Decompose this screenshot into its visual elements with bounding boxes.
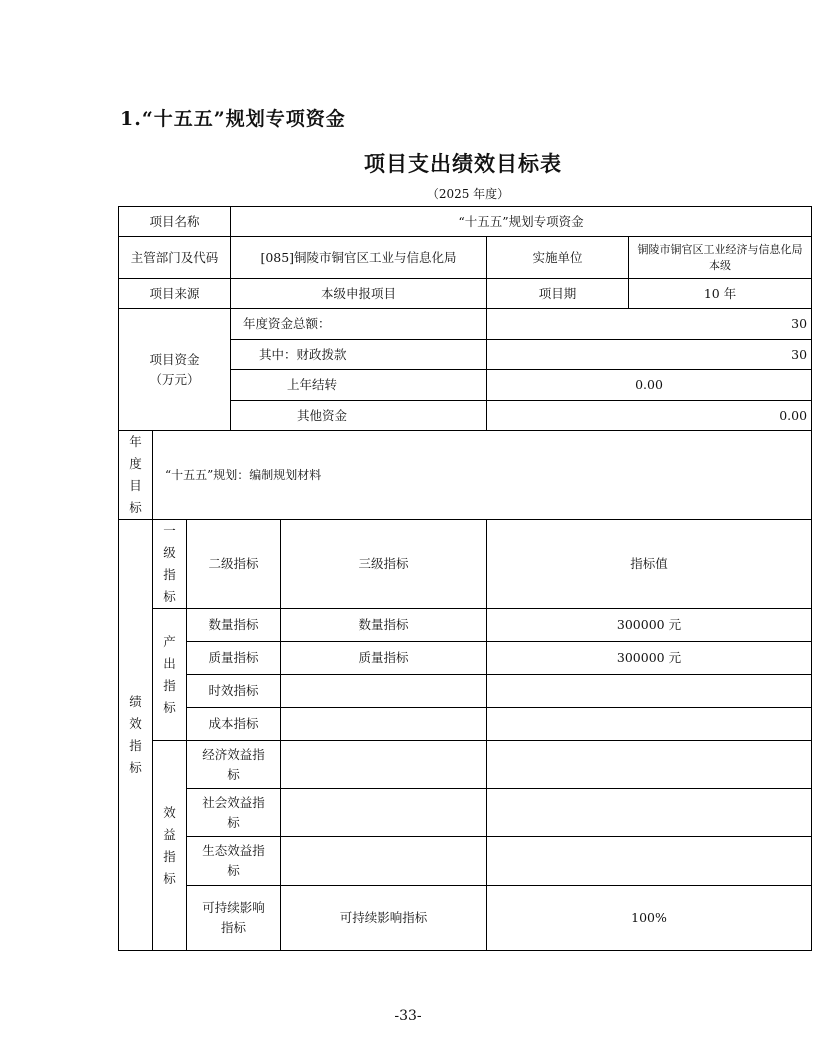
benefit-indicator-label: 效 益 指 标 [153,741,187,951]
table-row-l2: 生态效益指标 [187,837,281,886]
project-name-label: 项目名称 [119,207,231,237]
table-row-l3: 质量指标 [281,642,487,675]
funds-label-line2: （万元） [149,371,200,387]
level3-header: 三级指标 [281,520,487,609]
section-heading: 1.“十五五”规划专项资金 [120,108,346,130]
table-row-l3 [281,837,487,886]
dept-value: [085]铜陵市铜官区工业与信息化局 [231,237,487,279]
table-row-l2: 时效指标 [187,675,281,708]
period-value: 10 年 [629,279,812,309]
table-row-l2: 质量指标 [187,642,281,675]
carryover-value: 0.00 [487,370,812,401]
fiscal-value: 30 [487,340,812,370]
table-row-value: 300000 元 [487,642,812,675]
table-row-l2: 可持续影响指标 [187,886,281,951]
page-number: -33- [394,1008,422,1024]
table-row-value [487,708,812,741]
table-row-value [487,741,812,789]
carryover-label: 上年结转 [231,370,487,401]
source-value: 本级申报项目 [231,279,487,309]
impl-unit-label: 实施单位 [487,237,629,279]
other-funds-value: 0.00 [487,401,812,431]
table-row-value [487,789,812,837]
table-row-l3 [281,675,487,708]
funds-label [119,309,231,431]
table-row-l3 [281,789,487,837]
performance-indicator-label: 绩 效 指 标 [119,520,153,951]
table-row-l2: 成本指标 [187,708,281,741]
year-label: （2025 年度） [426,187,510,201]
table-row-value [487,837,812,886]
table-row-l2: 数量指标 [187,609,281,642]
dept-label: 主管部门及代码 [119,237,231,279]
annual-goal-value: “十五五”规划：编制规划材料 [153,431,812,520]
source-label: 项目来源 [119,279,231,309]
funds-label-line1: 项目资金 [149,351,200,367]
value-header: 指标值 [487,520,812,609]
table-row-l2: 社会效益指标 [187,789,281,837]
annual-goal-label: 年 度 目 标 [119,431,153,520]
fiscal-label: 其中：财政拨款 [231,340,487,370]
annual-total-value: 30 [487,309,812,340]
level1-header: 一 级 指 标 [153,520,187,609]
table-row-value: 300000 元 [487,609,812,642]
table-row-l3: 可持续影响指标 [281,886,487,951]
output-indicator-label: 产 出 指 标 [153,609,187,741]
performance-target-table [118,206,812,951]
table-row-l3: 数量指标 [281,609,487,642]
other-funds-label: 其他资金 [231,401,487,431]
table-row-value: 100% [487,886,812,951]
table-title: 项目支出绩效目标表 [364,151,562,176]
table-row-value [487,675,812,708]
impl-unit-value: 铜陵市铜官区工业经济与信息化局本级 [629,237,812,279]
level2-header: 二级指标 [187,520,281,609]
table-row-l3 [281,708,487,741]
project-name-value: “十五五”规划专项资金 [231,207,812,237]
period-label: 项目期 [487,279,629,309]
table-row-l2: 经济效益指标 [187,741,281,789]
table-row-l3 [281,741,487,789]
annual-total-label: 年度资金总额： [231,309,487,340]
